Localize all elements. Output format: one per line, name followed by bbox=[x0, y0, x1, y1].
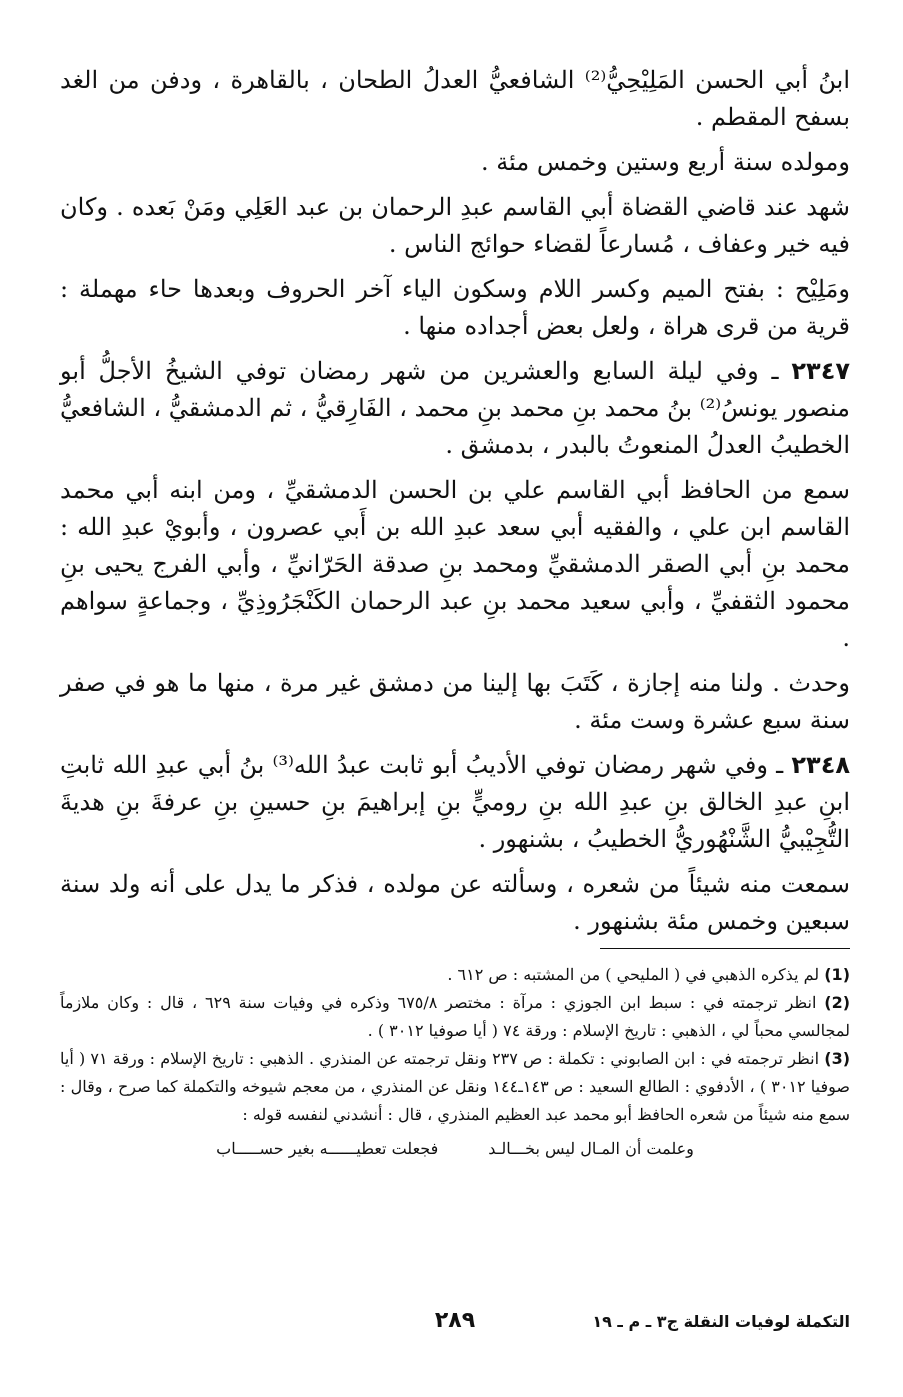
entry-text: ـ وفي ليلة السابع والعشرين من شهر رمضان توفي الشيخُ الأجلُّ أبو منصور يونسُ⁽²⁾ بنُ محمد بنِ محمد بنِ محمد ، الفَارِقيُّ ، ثم الدمشقيُّ ، الشافعيُّ الخطيبُ العدلُ المنعوتُ بالبدر ، بدمشق . bbox=[60, 357, 851, 459]
paragraph: شهد عند قاضي القضاة أبي القاسم عبدِ الرحمان بن عبد العَلِي ومَنْ بَعده . وكان فيه خير وعفاف ، مُسارعاً لقضاء حوائج الناس . bbox=[60, 193, 850, 258]
entry-text: ـ وفي شهر رمضان توفي الأديبُ أبو ثابت عبدُ الله⁽³⁾ بنُ أبي عبدِ الله ثابتِ ابنِ عبدِ الخالق بنِ عبدِ الله بنِ روميٍّ بنِ إبراهيمَ بنِ حسينِ بنِ عرفةَ بنِ هديةَ التُّجِيْبيُّ الشَّنْهُوريُّ الخطيبُ ، بشنهور . bbox=[60, 751, 850, 853]
footnote-number: (3) bbox=[824, 1049, 851, 1068]
footnote-separator bbox=[600, 948, 850, 949]
verse-first-hemistich: وعلمت أن المـال ليس بخـــالـد bbox=[488, 1139, 694, 1158]
running-title: التكملة لوفيات النقلة ج٣ ـ م ـ ١٩ bbox=[592, 1312, 850, 1331]
footnote-2 bbox=[60, 989, 850, 1045]
verse-second-hemistich: فجعلت تعطيــــــه بغير حســـــاب bbox=[216, 1139, 439, 1158]
footnote-text: لم يذكره الذهبي في ( المليحي ) من المشتبه : ص ٦١٢ . bbox=[447, 965, 820, 984]
paragraph: سمعت منه شيئاً من شعره ، وسألته عن مولده ، فذكر ما يدل على أنه ولد سنة سبعين وخمس مئة بشنهور . bbox=[60, 870, 850, 935]
footnote-number: (2) bbox=[824, 993, 851, 1012]
paragraph: ابنُ أبي الحسن المَلِيْحِيُّ⁽²⁾ الشافعيُّ العدلُ الطحان ، بالقاهرة ، ودفن من الغد بسفح المقطم . bbox=[60, 66, 850, 131]
page-number: ٢٨٩ bbox=[434, 1308, 476, 1333]
footnote-text: انظر ترجمته في : ابن الصابوني : تكملة : ص ٢٣٧ ونقل ترجمته عن المنذري . الذهبي : تاريخ الإسلام : ورقة ٧١ ( أيا صوفيا ٣٠١٢ ) ، الأدفوي : الطالع السعيد : ص ١٤٣ـ١٤٤ ونقل عن المنذري ، من معجم شيوخه والتكملة كما صرح ، وقال : سمع منه شيئاً من شعره الحافظ أبو محمد عبد العظيم المنذري ، قال : أنشدني لنفسه قوله : bbox=[60, 1049, 851, 1124]
paragraph: وحدث . ولنا منه إجازة ، كَتَبَ بها إلينا من دمشق غير مرة ، منها ما هو في صفر سنة سبع عشرة وست مئة . bbox=[60, 669, 850, 734]
footnote-text: انظر ترجمته في : سبط ابن الجوزي : مرآة : مختصر ٦٧٥/٨ وذكره في وفيات سنة ٦٢٩ ، قال : وكان ملازماً لمجالسي محباً لي ، الذهبي : تاريخ الإسلام : ورقة ٧٤ ( أيا صوفيا ٣٠١٢ ) . bbox=[60, 993, 850, 1040]
entry-2347 bbox=[60, 353, 850, 464]
footnote-1 bbox=[60, 961, 850, 989]
paragraph: ومولده سنة أربع وستين وخمس مئة . bbox=[481, 148, 850, 176]
footnote-number: (1) bbox=[824, 965, 850, 984]
paragraph: سمع من الحافظ أبي القاسم علي بن الحسن الدمشقيِّ ، ومن ابنه أبي محمد القاسم ابن علي ، والفقيه أبي سعد عبدِ الله بن أَبي عصرون ، وأبويْ عبدِ الله : محمد بنِ أبي الصقر الدمشقيِّ ومحمد بنِ صدقة الحَرّانيِّ ، وأبي الفرج يحيى بنِ محمود الثقفيِّ ، وأبي سعيد محمد بنِ عبد الرحمان الكَنْجَرُوذِيِّ ، وجماعةٍ سواهم . bbox=[60, 476, 850, 652]
page-body bbox=[60, 62, 850, 1165]
paragraph: ومَلِيْح : بفتح الميم وكسر اللام وسكون الياء آخر الحروف وبعدها حاء مهملة : قرية من قرى هراة ، ولعل بعض أجداده منها . bbox=[60, 275, 850, 340]
entry-number: ٢٣٤٨ bbox=[791, 751, 850, 779]
entry-2348 bbox=[60, 747, 850, 858]
page-footer bbox=[60, 1308, 850, 1333]
verse-line bbox=[60, 1133, 850, 1165]
entry-number: ٢٣٤٧ bbox=[791, 357, 850, 385]
footnote-3 bbox=[60, 1045, 850, 1129]
